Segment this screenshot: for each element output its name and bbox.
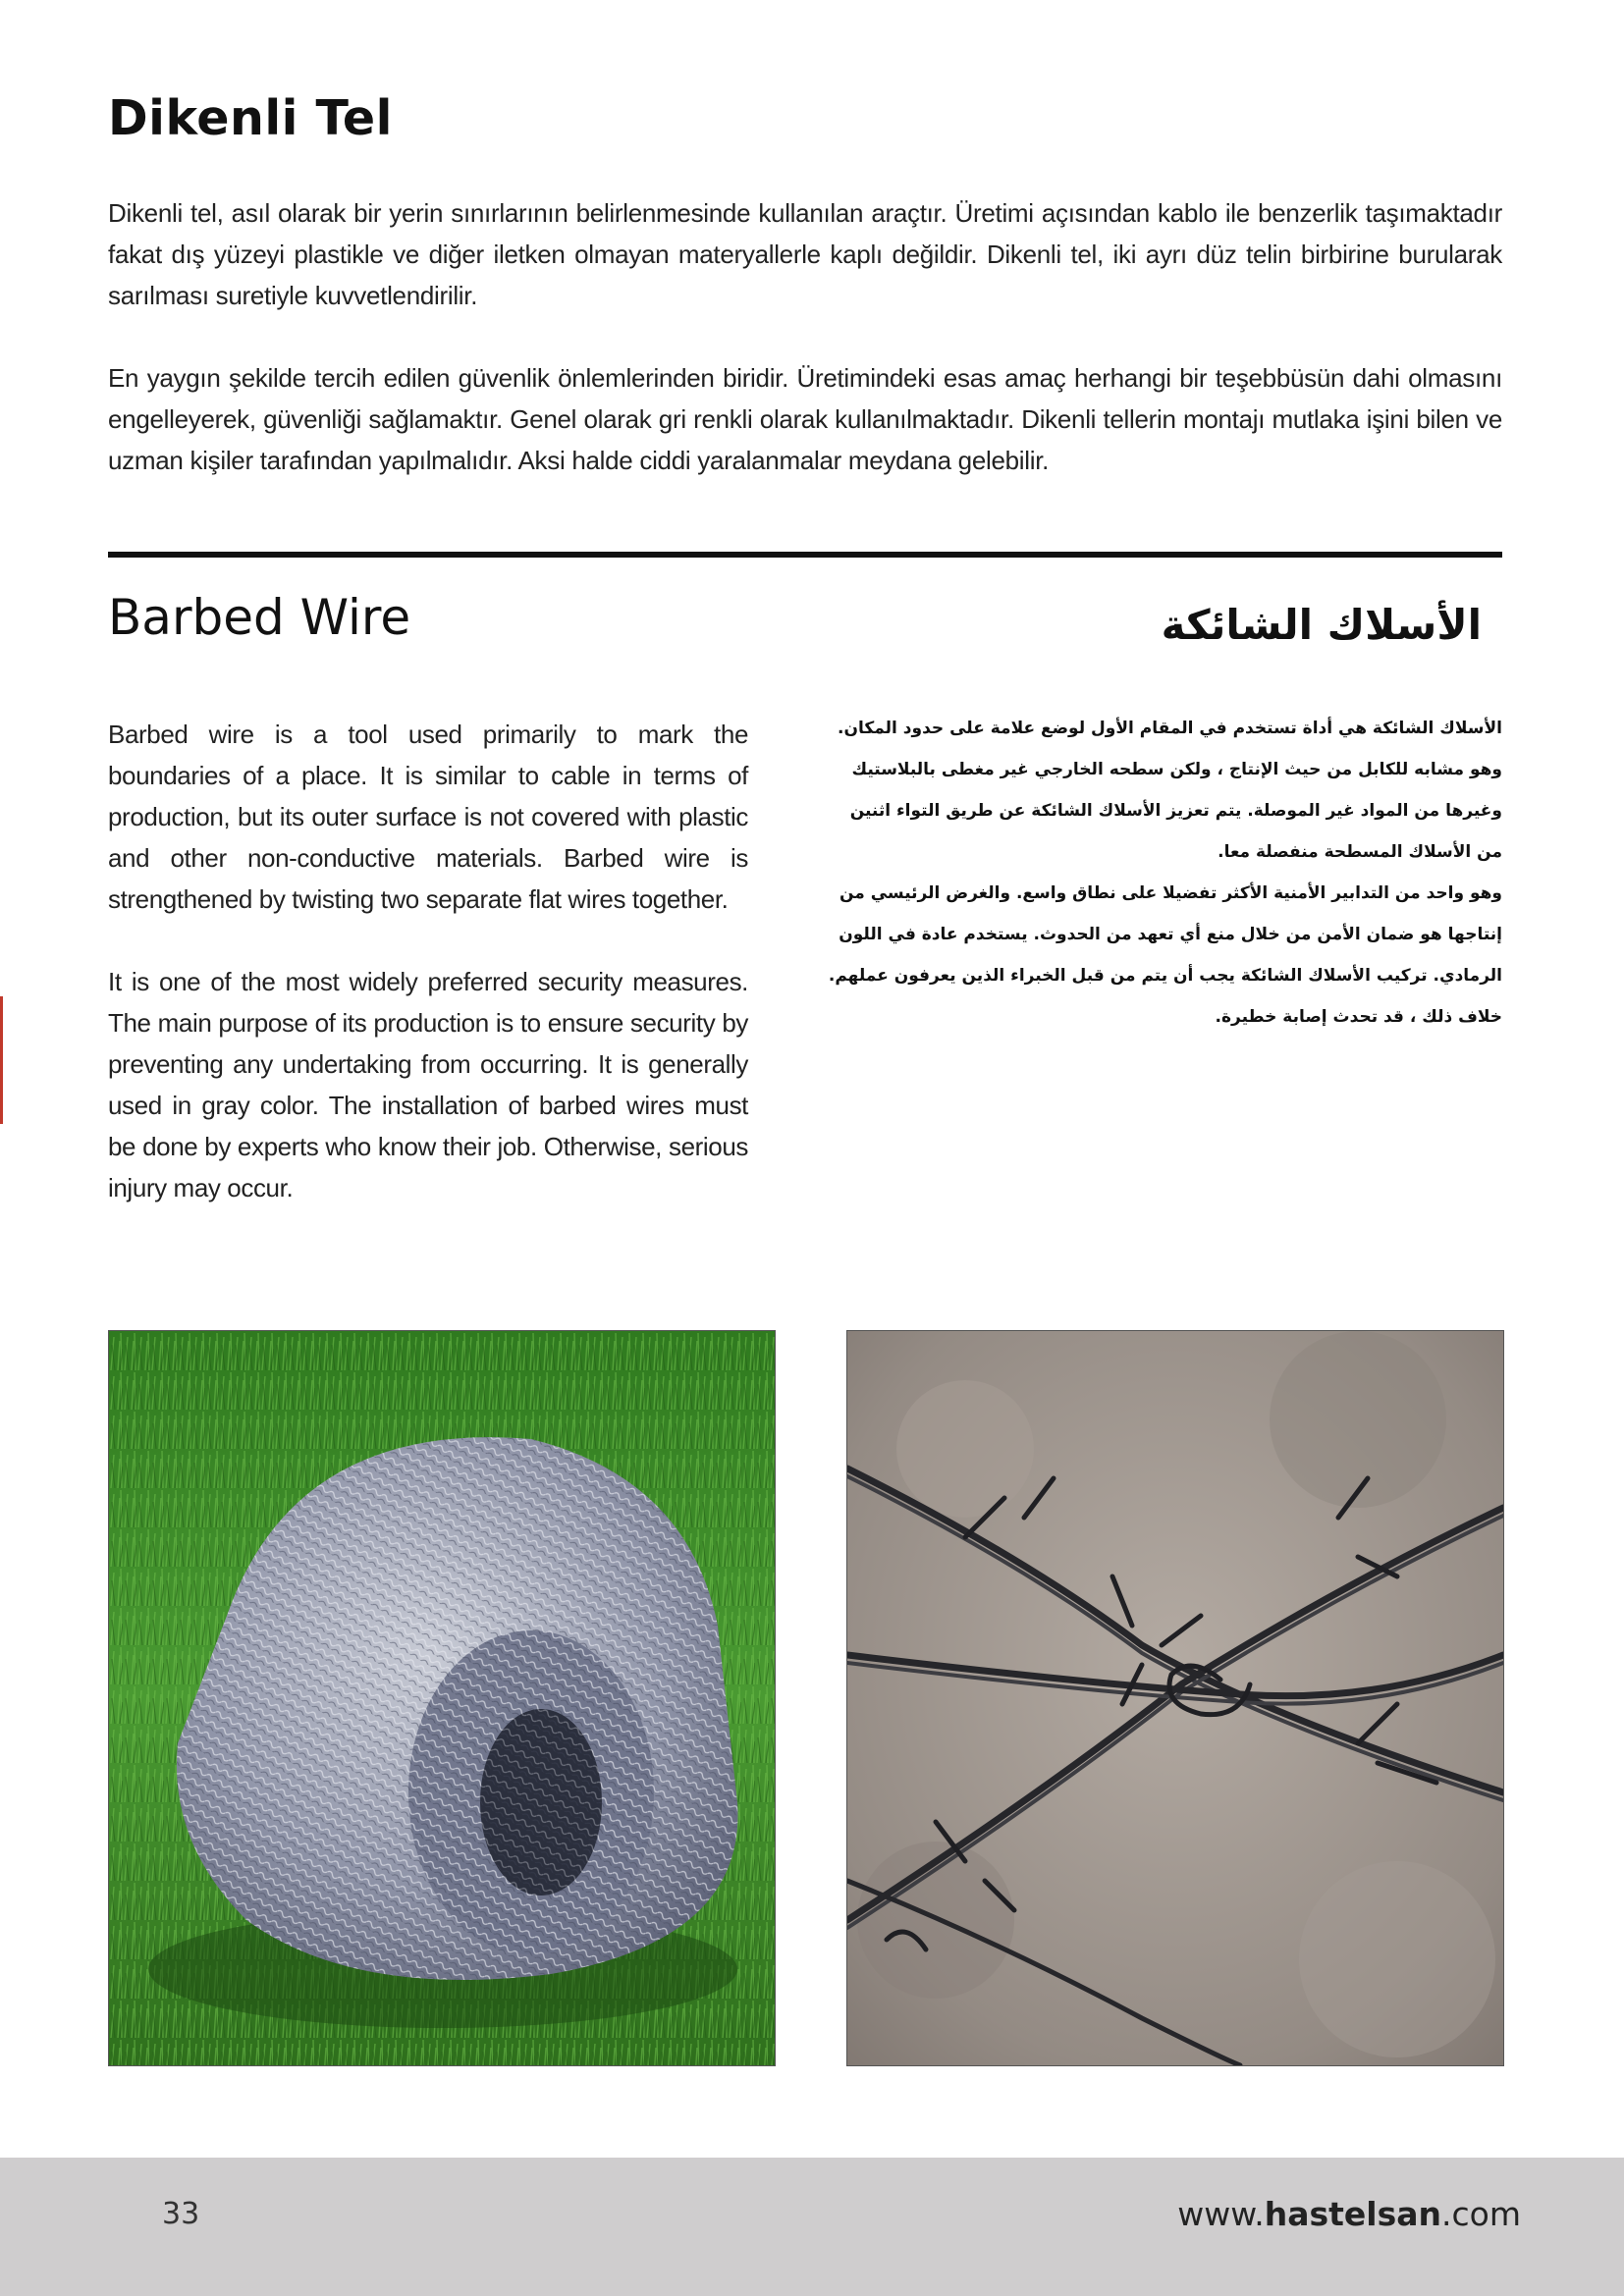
coil-image — [109, 1331, 775, 2065]
turkish-paragraph-1: Dikenli tel, asıl olarak bir yerin sınırlarının belirlenmesinde kullanılan araçtır. Üretimi açısından kablo ile benzerlik taşımaktadır fakat dış yüzeyi plastikle ve diğer iletken olmayan materyallerle kaplı değildir. Dikenli tel, iki ayrı düz telin birbirine burularak sarılması suretiyle kuvvetlendirilir. — [108, 198, 1502, 310]
website-prefix: www. — [1177, 2195, 1265, 2233]
strands-image — [847, 1331, 1503, 2065]
english-paragraph-2: It is one of the most widely preferred security measures. The main purpose of its production is to ensure security by preventing any undertaking from occurring. It is generally used in gray color. The installation of barbed wires must be done by experts who know their job. Otherwise, serious injury may occur. — [108, 967, 748, 1202]
arabic-paragraph-2: وهو واحد من التدابير الأمنية الأكثر تفضيلا على نطاق واسع. والغرض الرئيسي من إنتاجها هو ضمان الأمن من خلال منع أي تعهد من الحدوث. يستخدم عادة في اللون الرمادي. تركيب الأسلاك الشائكة يجب أن يتم من قبل الخبراء الذين يعرفون عملهم. خلاف ذلك ، قد تحدث إصابة خطيرة. — [828, 883, 1502, 1027]
website-suffix: .com — [1441, 2195, 1521, 2233]
arabic-paragraph-1: الأسلاك الشائكة هي أداة تستخدم في المقام الأول لوضع علامة على حدود المكان. وهو مشابه للكابل من حيث الإنتاج ، ولكن سطحه الخارجي غير مغطى بالبلاستيك وغيرها من المواد غير الموصلة. يتم تعزيز الأسلاك الشائكة عن طريق التواء اثنين من الأسلاك المسطحة منفصلة معا. — [838, 719, 1502, 862]
arabic-title: الأسلاك الشائكة — [1161, 601, 1482, 649]
barbed-wire-coil-photo — [108, 1330, 776, 2066]
turkish-paragraph-2: En yaygın şekilde tercih edilen güvenlik önlemlerinden biridir. Üretimindeki esas amaç herhangi bir teşebbüsün dahi olmasını engelleyerek, güvenliği sağlamaktır. Genel olarak gri renkli olarak kullanılmaktadır. Dikenli tellerin montajı mutlaka işini bilen ve uzman kişiler tarafından yapılmalıdır. Aksi halde ciddi yaralanmalar meydana gelebilir. — [108, 363, 1502, 475]
website-brand: hastelsan — [1264, 2195, 1442, 2233]
side-accent-mark — [0, 996, 3, 1124]
barbed-wire-strands-photo — [846, 1330, 1504, 2066]
section-divider — [108, 552, 1502, 558]
english-title: Barbed Wire — [108, 589, 411, 646]
page-footer — [0, 2158, 1624, 2296]
page-number: 33 — [162, 2197, 200, 2231]
english-paragraph-1: Barbed wire is a tool used primarily to mark the boundaries of a place. It is similar to cable in terms of production, but its outer surface is not covered with plastic and other non-conductive materials. Barbed wire is strengthened by twisting two separate flat wires together. — [108, 720, 748, 914]
turkish-title: Dikenli Tel — [108, 90, 393, 146]
website-link[interactable] — [1177, 2195, 1521, 2233]
